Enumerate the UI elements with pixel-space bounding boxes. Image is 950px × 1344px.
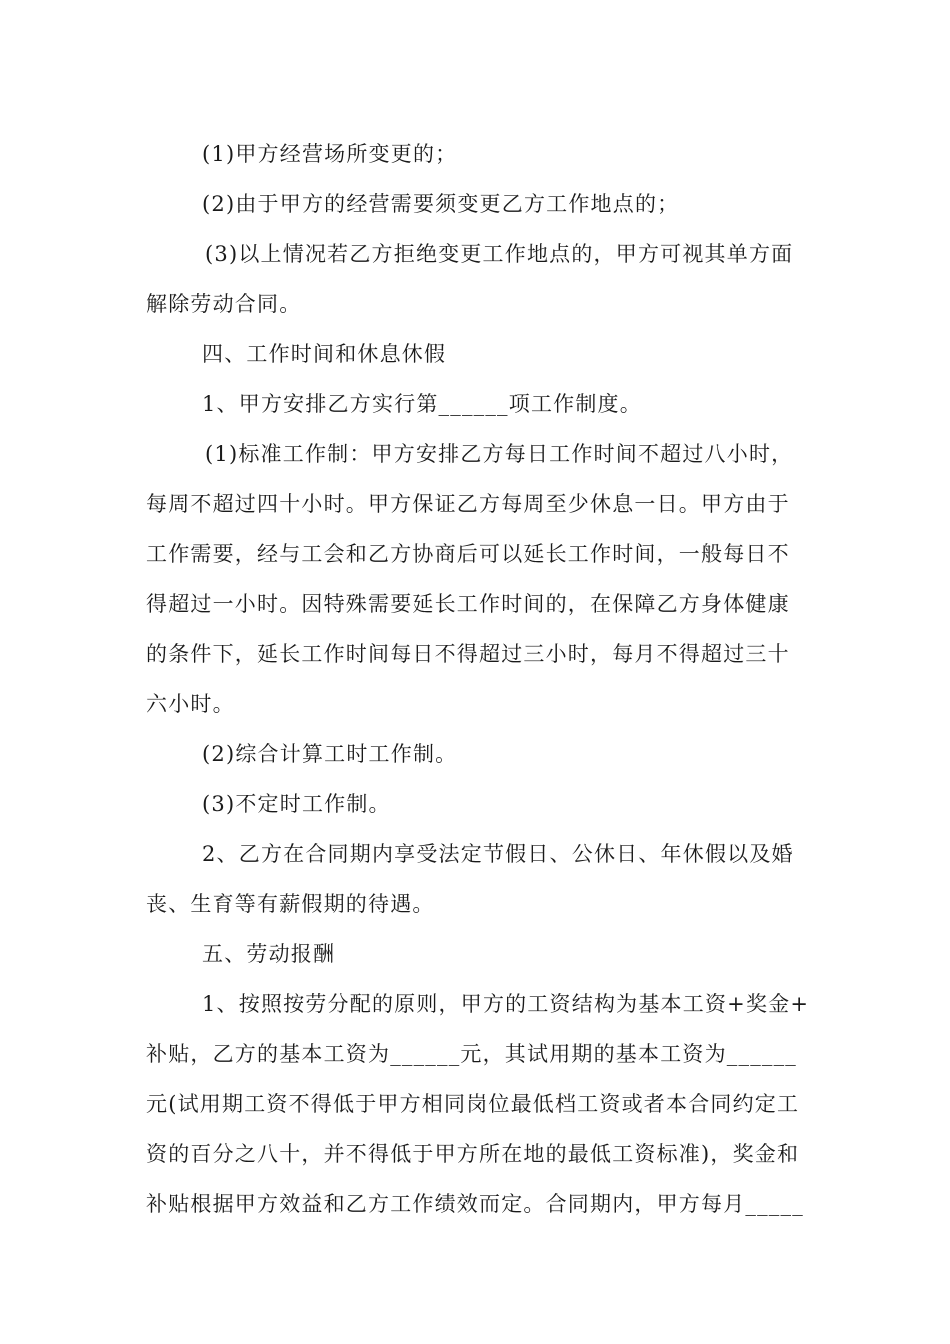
text-line: 补贴根据甲方效益和乙方工作绩效而定。合同期内，甲方每月_____ [146,1192,804,1216]
text-line: 每周不超过四十小时。甲方保证乙方每周至少休息一日。甲方由于 [146,492,790,516]
text-line: (3)不定时工作制。 [202,792,391,816]
text-line: 丧、生育等有薪假期的待遇。 [146,892,435,916]
text-line: 2、乙方在合同期内享受法定节假日、公休日、年休假以及婚 [202,842,794,866]
text-line: 工作需要，经与工会和乙方协商后可以延长工作时间，一般每日不 [146,542,790,566]
text-line: 的条件下，延长工作时间每日不得超过三小时，每月不得超过三十 [146,642,790,666]
text-line: 得超过一小时。因特殊需要延长工作时间的，在保障乙方身体健康 [146,592,790,616]
text-line: (2)由于甲方的经营需要须变更乙方工作地点的； [202,192,680,216]
text-line: 六小时。 [146,692,235,716]
text-line: 解除劳动合同。 [146,292,302,316]
text-line: 补贴，乙方的基本工资为______元，其试用期的基本工资为______ [146,1042,797,1066]
text-line: (1)标准工作制：甲方安排乙方每日工作时间不超过八小时， [205,442,794,466]
text-line: 元(试用期工资不得低于甲方相同岗位最低档工资或者本合同约定工 [146,1092,800,1116]
section-heading: 五、劳动报酬 [202,942,336,966]
text-line: (1)甲方经营场所变更的； [202,142,458,166]
text-line: 1、按照按劳分配的原则，甲方的工资结构为基本工资+奖金+ [202,992,810,1016]
text-line: 1、甲方安排乙方实行第______项工作制度。 [202,392,642,416]
document-body [146,129,810,1229]
section-heading: 四、工作时间和休息休假 [202,342,447,366]
text-line: (3)以上情况若乙方拒绝变更工作地点的，甲方可视其单方面 [205,242,794,266]
text-line: (2)综合计算工时工作制。 [202,742,458,766]
text-line: 资的百分之八十，并不得低于甲方所在地的最低工资标准)，奖金和 [146,1142,800,1166]
